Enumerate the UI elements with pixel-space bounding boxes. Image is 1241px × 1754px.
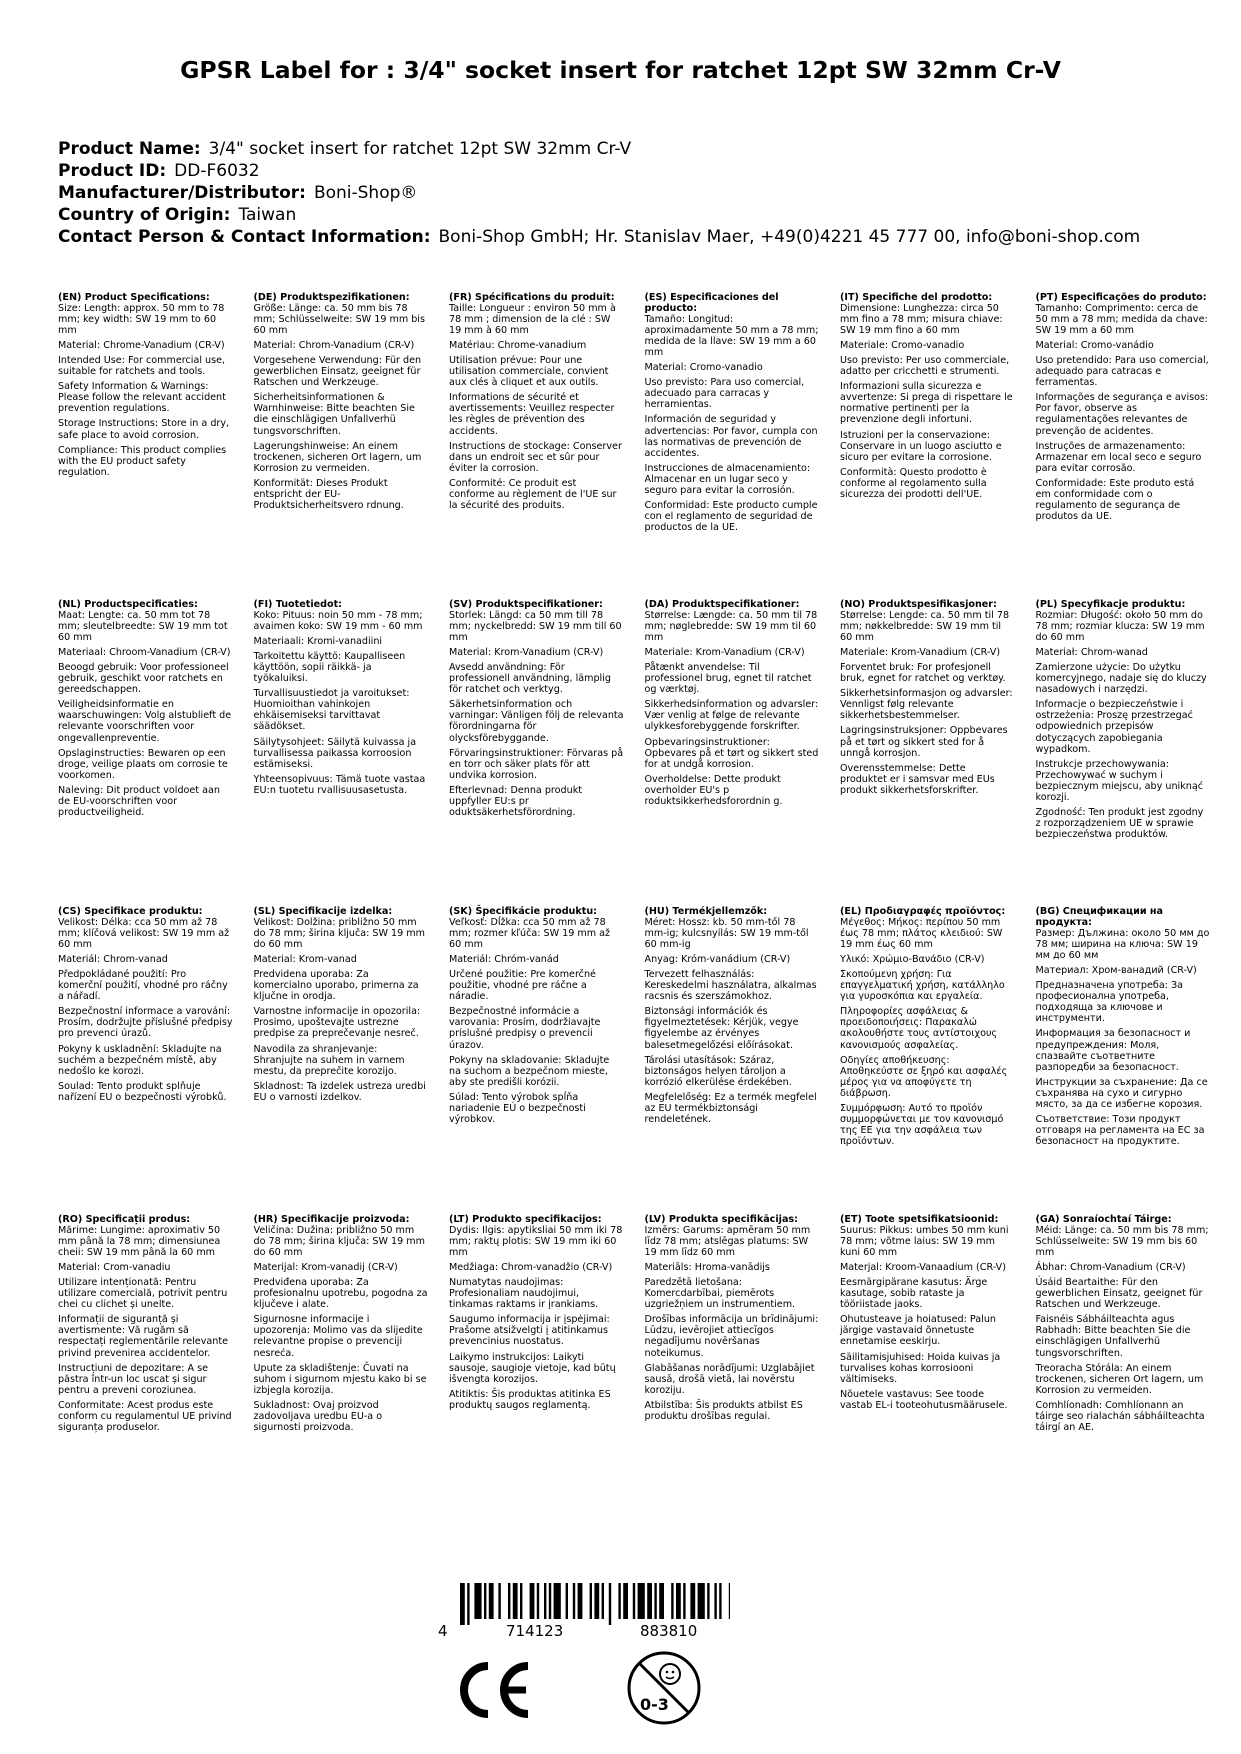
card-paragraph: Utilisation prévue: Pour une utilisation commerciale, convient aux clés à cliquet et aux outils. [449,355,609,389]
card-paragraph: Dydis: Ilgis: apytiksliai 50 mm iki 78 mm; raktų plotis: SW 19 mm iki 60 mm [449,1225,623,1259]
card-paragraph: Sigurnosne informacije i upozorenja: Molimo vas da slijedite relevantne propise o prevenciji nesreća. [253,1314,423,1359]
not-for-children-0-3-icon [624,1648,704,1728]
card-paragraph: Veiligheidsinformatie en waarschuwingen: Volg alstublieft de relevante voorschriften voor ongevallenpreventie. [58,699,232,744]
page-title: GPSR Label for : 3/4" socket insert for ratchet 12pt SW 32mm Cr-V [180,56,1061,84]
card-paragraph: Overholdelse: Dette produkt overholder EU's p roduktsikkerhedsforordnin g. [644,773,783,807]
card-paragraph: Tárolási utasítások: Száraz, biztonságos helyen tároljon a korrózió elkerülése érdekében. [644,1054,792,1088]
card-heading: (RO) Specificații produs: [58,1214,191,1225]
card-paragraph: Taille: Longueur : environ 50 mm à 78 mm ; dimension de la clé : SW 19 mm à 60 mm [449,303,616,337]
language-card [449,292,624,515]
card-heading: (FI) Tuotetiedot: [253,599,342,610]
language-card [1036,292,1211,526]
card-paragraph: Turvallisuustiedot ja varoitukset: Huomioithan vahinkojen ehkäisemiseksi tarvittavat säädökset. [253,688,410,733]
card-paragraph: Material: Cromo-vanádio [1035,340,1154,352]
info-value: Taiwan [238,205,297,225]
language-card [254,292,429,515]
card-paragraph: Naleving: Dit product voldoet aan de EU-voorschriften voor productveiligheid. [58,784,220,818]
barcode-bar [590,1583,592,1619]
card-paragraph: Säilytysohjeet: Säilytä kuivassa ja turvallisessa paikassa korroosion estämiseksi. [253,736,417,770]
language-card [840,906,1015,1151]
card-paragraph: Predvidena uporaba: Za komercialno uporabo, primerna za ključne in orodja. [253,969,419,1003]
language-card [58,599,233,822]
card-paragraph: Konformität: Dieses Produkt entspricht der EU-Produktsicherheitsvero rdnung. [253,477,404,511]
card-paragraph: Υλικό: Χρώμιο-Βανάδιο (CR-V) [840,954,985,966]
barcode-bar [683,1583,685,1619]
language-card [254,599,429,800]
card-paragraph: Glabāšanas norādījumi: Uzglabājiet sausā, drošā vietā, lai novērstu koroziju. [644,1362,815,1396]
card-paragraph: Navodila za shranjevanje: Shranjujte na suhem in varnem mestu, da preprečite korozijo. [253,1043,405,1077]
card-paragraph: Pokyny na skladovanie: Skladujte na suchom a bezpečnom mieste, aby ste predišli korózii. [449,1054,610,1088]
card-paragraph: Anyag: Króm-vanádium (CR-V) [644,954,791,966]
card-paragraph: Biztonsági információk és figyelmeztetések: Kérjük, vegye figyelembe az érvényes balesetmegelőzési előírásokat. [644,1006,799,1051]
card-paragraph: Tervezett felhasználás: Kereskedelmi használatra, alkalmas racsnis és szerszámokhoz. [644,969,817,1003]
info-label: Manufacturer/Distributor: [58,183,306,203]
card-paragraph: Forventet bruk: For profesjonell bruk, egnet for ratchet og verktøy. [840,662,1006,685]
barcode-bar [467,1583,469,1625]
card-paragraph: Maat: Lengte: ca. 50 mm tot 78 mm; sleutelbreedte: SW 19 mm tot 60 mm [58,610,228,644]
card-paragraph: Méid: Länge: ca. 50 mm bis 78 mm; Schlüsselweite: SW 19 mm bis 60 mm [1035,1225,1209,1259]
card-paragraph: Påtænkt anvendelse: Til professionel brug, egnet til ratchet og værktøj. [644,662,812,696]
card-paragraph: Materjal: Kroom-Vanaadium (CR-V) [840,1262,1006,1274]
info-label: Product Name: [58,139,201,159]
card-heading: (SV) Produktspecifikationer: [449,599,603,610]
card-paragraph: Предназначена употреба: За професионална употреба, подходяща за ключове и инструменти. [1035,980,1184,1025]
info-label: Product ID: [58,161,167,181]
card-paragraph: Materiaal: Chroom-Vanadium (CR-V) [58,647,231,659]
language-card [449,1214,624,1415]
barcode-bar [602,1583,604,1619]
card-paragraph: Förvaringsinstruktioner: Förvaras på en torr och säker plats för att undvika korrosion. [449,747,624,781]
card-heading: (DA) Produktspecifikationer: [644,599,800,610]
card-paragraph: Avsedd användning: För professionell användning, lämplig för ratchet och verktyg. [449,662,611,696]
card-heading: (SL) Specifikacije izdelka: [253,906,393,917]
card-paragraph: Comhlíonadh: Comhlíonann an táirge seo rialachán sábháilteachta táirgí an AE. [1035,1399,1205,1433]
card-paragraph: Intended Use: For commercial use, suitable for ratchets and tools. [58,355,226,378]
card-paragraph: Atbilstība: Šis produkts atbilst ES produktu drošības regulai. [644,1399,803,1422]
card-paragraph: Größe: Länge: ca. 50 mm bis 78 mm; Schlüsselweite: SW 19 mm bis 60 mm [253,303,425,337]
info-row [58,204,1140,226]
card-paragraph: Conformidad: Este producto cumple con el reglamento de seguridad de productos de la UE. [644,499,818,533]
card-paragraph: Bezpečnostní informace a varování: Prosím, dodržujte příslušné předpisy pro prevenci úrazů. [58,1006,233,1040]
language-card [1036,906,1211,1151]
card-paragraph: Материал: Хром-ванадий (CR-V) [1035,965,1197,977]
card-paragraph: Yhteensopivuus: Tämä tuote vastaa EU:n tuotetu rvallisuusasetusta. [253,773,426,796]
card-paragraph: Vorgesehene Verwendung: Für den gewerblichen Einsatz, geeignet für Ratschen und Werkzeuge. [253,355,422,389]
card-heading: (SK) Špecifikácie produktu: [449,906,598,917]
card-paragraph: Veľkosť: Dĺžka: cca 50 mm až 78 mm; rozmer kľúča: SW 19 mm až 60 mm [449,917,611,951]
barcode [460,1583,730,1625]
language-card [840,292,1015,504]
card-paragraph: Lagerungshinweise: An einem trockenen, sicheren Ort lagern, um Korrosion zu vermeiden. [253,440,422,474]
barcode-bar [714,1583,716,1619]
card-paragraph: Πληροφορίες ασφάλειας & προειδοποιήσεις: Παρακαλώ ακολουθήστε τους αντίστοιχους κανονισμούς ασφαλείας. [840,1006,998,1051]
card-paragraph: Drošības informācija un brīdinājumi: Lūdzu, ievērojiet attiecīgos negadījumu novēršanas noteikumus. [644,1314,819,1359]
card-paragraph: Opslaginstructies: Bewaren op een droge, veilige plaats om corrosie te voorkomen. [58,747,228,781]
card-paragraph: Instructions de stockage: Conserver dans un endroit sec et sûr pour éviter la corrosion. [449,440,622,474]
card-paragraph: Súlad: Tento výrobok spĺňa nariadenie EÚ o bezpečnosti výrobkov. [449,1091,586,1125]
language-card [449,599,624,822]
card-paragraph: Material: Chrome-Vanadium (CR-V) [58,340,225,352]
card-heading: (HU) Termékjellemzők: [644,906,768,917]
barcode-bar [654,1583,656,1619]
product-info [58,138,1140,248]
card-paragraph: Información de seguridad y advertencias: Por favor, cumpla con las normativas de prevención de accidentes. [644,414,818,459]
card-paragraph: Efterlevnad: Denna produkt uppfyller EU:s pr oduktsäkerhetsförordning. [449,784,583,818]
language-card [254,1214,429,1437]
card-heading: (LT) Produkto specifikacijos: [449,1214,602,1225]
card-paragraph: Laikymo instrukcijos: Laikyti sausoje, saugioje vietoje, kad būtų išvengta korozijos. [449,1351,616,1385]
language-card [645,599,820,811]
card-paragraph: Uso previsto: Para uso comercial, adecuado para carracas y herramientas. [644,377,805,411]
card-paragraph: Méret: Hossz: kb. 50 mm-től 78 mm-ig; kulcsnyílás: SW 19 mm-től 60 mm-ig [644,917,809,951]
info-value: Boni-Shop GmbH; Hr. Stanislav Maer, +49(0)4221 45 777 00, info@boni-shop.com [438,227,1141,247]
barcode-bar [671,1583,673,1619]
barcode-bar [537,1583,539,1619]
card-paragraph: Material: Cromo-vanadio [644,362,763,374]
barcode-bar [508,1583,510,1619]
language-card [254,906,429,1107]
card-paragraph: Tamaño: Longitud: aproximadamente 50 mm a 78 mm; medida de la llave: SW 19 mm a 60 mm [644,314,819,359]
age-warning-text: 0-3 [640,1695,669,1714]
card-paragraph: Conformitate: Acest produs este conform cu regulamentul UE privind siguranța produselor. [58,1399,232,1433]
card-paragraph: Nõuetele vastavus: See toode vastab EL-i tooteohutusmäärusele. [840,1388,1008,1411]
card-paragraph: Compliance: This product complies with the EU product safety regulation. [58,444,227,478]
language-card [645,1214,820,1426]
language-card [645,292,820,537]
barcode-bar [498,1583,500,1619]
barcode-bar [638,1583,645,1619]
language-card [840,599,1015,800]
barcode-bar [530,1583,535,1619]
card-paragraph: Tarkoitettu käyttö: Kaupalliseen käyttöön, sopii räikkä- ja työkaluiksi. [253,651,406,685]
info-row [58,182,1140,204]
card-paragraph: Soulad: Tento produkt splňuje nařízení EU o bezpečnosti výrobků. [58,1080,227,1103]
card-paragraph: Skladnost: Ta izdelek ustreza uredbi EU o varnosti izdelkov. [253,1080,426,1103]
barcode-bar [460,1583,465,1625]
card-paragraph: Materijal: Krom-vanadij (CR-V) [253,1262,398,1274]
card-paragraph: Conformité: Ce produit est conforme au règlement de l'UE sur la sécurité des produits. [449,477,617,511]
card-paragraph: Mărime: Lungime: aproximativ 50 mm până la 78 mm; dimensiunea cheii: SW 19 mm până la 60 mm [58,1225,221,1259]
barcode-bar [633,1583,635,1619]
card-paragraph: Størrelse: Lengde: ca. 50 mm til 78 mm; nøkkelbredde: SW 19 mm til 60 mm [840,610,1010,644]
card-paragraph: Varnostne informacije in opozorila: Prosimo, upoštevajte ustrezne predpise za preprečevanje nesreč. [253,1006,421,1040]
language-card [1036,599,1211,844]
card-paragraph: Instruções de armazenamento: Armazenar em local seco e seguro para evitar corrosão. [1035,440,1202,474]
barcode-bar [474,1583,481,1619]
card-heading: (EL) Προδιαγραφές προϊόντος: [840,906,1006,917]
card-heading: (LV) Produkta specifikācijas: [644,1214,798,1225]
card-paragraph: Paredzētā lietošana: Komercdarbībai, piemērots uzgriežņiem un instrumentiem. [644,1277,796,1311]
barcode-bar [544,1583,546,1619]
card-paragraph: Pokyny k uskladnění: Skladujte na suchém a bezpečném místě, aby nedošlo ke korozi. [58,1043,222,1077]
card-paragraph: Predviđena uporaba: Za profesionalnu upotrebu, pogodna za ključeve i alate. [253,1277,428,1311]
ce-mark-icon [452,1660,534,1720]
info-value: DD-F6032 [174,161,260,181]
card-heading: (GA) Sonraíochtaí Táirge: [1035,1214,1172,1225]
card-paragraph: Informazioni sulla sicurezza e avvertenze: Si prega di rispettare le normative pertinenti per la prevenzione degli infortuni. [840,381,1013,426]
language-card [58,906,233,1107]
card-paragraph: Velikost: Dolžina: približno 50 mm do 78 mm; širina ključa: SW 19 mm do 60 mm [253,917,425,951]
card-paragraph: Upute za skladištenje: Čuvati na suhom i sigurnom mjestu kako bi se izbjegla korozija. [253,1362,427,1396]
card-paragraph: Instrucciones de almacenamiento: Almacenar en un lugar seco y seguro para evitar la corrosión. [644,462,811,496]
card-paragraph: Veličina: Dužina: približno 50 mm do 78 mm; širina ključa: SW 19 mm do 60 mm [253,1225,425,1259]
card-heading: (HR) Specifikacije proizvoda: [253,1214,410,1225]
card-paragraph: Materiāls: Hroma-vanādijs [644,1262,770,1274]
language-card [1036,1214,1211,1437]
card-paragraph: Informacje o bezpieczeństwie i ostrzeżenia: Proszę przestrzegać odpowiednich przepisów dotyczących zapobiegania wypadkom. [1035,699,1193,755]
card-paragraph: Materiál: Chrom-vanad [58,954,168,966]
barcode-bar [573,1583,575,1619]
card-paragraph: Megfelelőség: Ez a termék megfelel az EU termékbiztonsági rendeletének. [644,1091,817,1125]
card-heading: (DE) Produktspezifikationen: [253,292,410,303]
ce-mark-text: CE [452,1660,454,1661]
card-paragraph: Sicherheitsinformationen & Warnhinweise: Bitte beachten Sie die einschlägigen Unfallverhü tungsvorschriften. [253,392,415,437]
card-paragraph: Størrelse: Længde: ca. 50 mm til 78 mm; nøglebredde: SW 19 mm til 60 mm [644,610,818,644]
card-heading: (PT) Especificações do produto: [1035,292,1207,303]
barcode-bar [690,1583,695,1619]
card-paragraph: Material: Crom-vanadiu [58,1262,171,1274]
card-paragraph: Instrukcje przechowywania: Przechowywać w suchym i bezpiecznym miejscu, aby uniknąć korozji. [1035,758,1203,803]
barcode-bar [489,1583,494,1619]
card-paragraph: Lagringsinstruksjoner: Oppbevares på et tørt og sikkert sted for å unngå korrosjon. [840,725,1008,759]
card-paragraph: Materiaali: Kromi-vanadiini [253,636,383,648]
card-paragraph: Utilizare intenționată: Pentru utilizare comercială, potrivit pentru chei cu clichet și unelte. [58,1277,228,1311]
card-heading: (FR) Spécifications du produit: [449,292,615,303]
barcode-bar [647,1583,652,1619]
card-paragraph: Conformidade: Este produto está em conformidade com o regulamento de segurança de produtos da UE. [1035,477,1195,522]
card-paragraph: Информация за безопасност и предупреждения: Моля, спазвайте съответните разпоредби за безопасност. [1035,1028,1191,1073]
barcode-digit-first: 4 [438,1622,448,1640]
card-paragraph: Koko: Pituus: noin 50 mm - 78 mm; avaimen koko: SW 19 mm - 60 mm [253,610,423,633]
card-heading: (BG) Спецификации на продукта: [1035,906,1164,929]
card-paragraph: Dimensione: Lunghezza: circa 50 mm fino a 78 mm; misura chiave: SW 19 mm fino a 60 mm [840,303,1003,337]
barcode-bar [609,1583,611,1625]
card-paragraph: Informații de siguranță și avertismente: Vă rugăm să respectați reglementările relevante privind prevenirea accidentelor. [58,1314,229,1359]
card-paragraph: Matériau: Chrome-vanadium [449,340,587,352]
card-paragraph: Съответствие: Този продукт отговаря на регламента на ЕС за безопасност на продуктите. [1035,1113,1205,1147]
card-paragraph: Zgodność: Ten produkt jest zgodny z rozporządzeniem UE w sprawie bezpieczeństwa produktów. [1035,806,1204,840]
card-paragraph: Numatytas naudojimas: Profesionaliam naudojimui, tinkamas raktams ir įrankiams. [449,1277,599,1311]
barcode-bar [520,1583,522,1619]
card-paragraph: Informações de segurança e avisos: Por favor, observe as regulamentações relevantes de prevenção de acidentes. [1035,392,1209,437]
card-paragraph: Izmērs: Garums: apmēram 50 mm līdz 78 mm; atslēgas platums: SW 19 mm līdz 60 mm [644,1225,811,1259]
card-paragraph: Safety Information & Warnings: Please follow the relevant accident prevention regulations. [58,381,226,415]
barcode-digit-right-group: 883810 [640,1622,698,1640]
card-paragraph: Material: Chrom-Vanadium (CR-V) [253,340,415,352]
card-heading: (NO) Produktspesifikasjoner: [840,599,997,610]
card-paragraph: Instrucțiuni de depozitare: A se păstra într-un loc uscat și sigur pentru a preveni coroziunea. [58,1362,209,1396]
card-paragraph: Οδηγίες αποθήκευσης: Αποθηκεύστε σε ξηρό και ασφαλές μέρος για να αποφύγετε τη διάβρωση. [840,1054,1008,1099]
card-paragraph: Úsáid Beartaithe: Für den gewerblichen Einsatz, geeignet für Ratschen und Werkzeuge. [1035,1277,1203,1311]
card-paragraph: Materiale: Krom-Vanadium (CR-V) [840,647,1001,659]
info-row [58,226,1140,248]
card-heading: (PL) Specyfikacje produktu: [1035,599,1186,610]
info-row [58,138,1140,160]
card-paragraph: Určené použitie: Pre komerčné použitie, vhodné pre ráčne a náradie. [449,969,596,1003]
language-card [58,292,233,482]
barcode-bar [513,1583,518,1619]
card-paragraph: Material: Krom-vanad [253,954,357,966]
barcode-bar [618,1583,620,1619]
barcode-digit-left-group: 714123 [506,1622,564,1640]
card-paragraph: Размер: Дължина: около 50 мм до 78 мм; ширина на ключа: SW 19 мм до 60 мм [1035,928,1210,962]
language-card [840,1214,1015,1415]
card-paragraph: Σκοπούμενη χρήση: Για επαγγελματική χρήση, κατάλληλο για γυροσκόπια και εργαλεία. [840,969,1005,1003]
info-value: 3/4" socket insert for ratchet 12pt SW 32mm Cr-V [208,139,632,159]
barcode-bar [659,1583,664,1619]
barcode-bar [729,1583,730,1619]
card-paragraph: Istruzioni per la conservazione: Conservare in un luogo asciutto e sicuro per evitare la corrosione. [840,429,1002,463]
info-row [58,160,1140,182]
card-heading: (NL) Productspecificaties: [58,599,198,610]
card-paragraph: Materiał: Chrom-wanad [1035,647,1148,659]
card-paragraph: Eesmärgipärane kasutus: Ärge kasutage, sobib rataste ja tööriistade jaoks. [840,1277,988,1311]
barcode-bar [578,1583,583,1619]
card-paragraph: Uso previsto: Per uso commerciale, adatto per cricchetti e strumenti. [840,355,1010,378]
card-heading: (ET) Toote spetsifikatsioonid: [840,1214,999,1225]
card-heading: (EN) Product Specifications: [58,292,210,303]
language-card [449,906,624,1129]
barcode-bar [484,1583,486,1619]
card-heading: (IT) Specifiche del prodotto: [840,292,993,303]
card-paragraph: Rozmiar: Długość: około 50 mm do 78 mm; rozmiar klucza: SW 19 mm do 60 mm [1035,610,1205,644]
card-paragraph: Saugumo informacija ir įspėjimai: Prašome atsižvelgti į atitinkamus prevencinius nuostatus. [449,1314,610,1348]
card-paragraph: Sukladnost: Ovaj proizvod zadovoljava uredbu EU-a o sigurnosti proizvoda. [253,1399,383,1433]
card-paragraph: Storlek: Längd: ca 50 mm till 78 mm; nyckelbredd: SW 19 mm till 60 mm [449,610,622,644]
info-label: Country of Origin: [58,205,231,225]
card-heading: (CS) Specifikace produktu: [58,906,203,917]
barcode-bar [594,1583,599,1619]
language-card [645,906,820,1129]
info-label: Contact Person & Contact Information: [58,227,431,247]
card-paragraph: Beoogd gebruik: Voor professioneel gebruik, geschikt voor ratchets en gereedschappen. [58,662,229,696]
card-paragraph: Storage Instructions: Store in a dry, safe place to avoid corrosion. [58,418,230,441]
card-paragraph: Velikost: Délka: cca 50 mm až 78 mm; klíčová velikost: SW 19 mm až 60 mm [58,917,230,951]
card-paragraph: Bezpečnostné informácie a varovania: Prosím, dodržiavajte príslušné predpisy o prevencii úrazov. [449,1006,601,1051]
language-card [58,1214,233,1437]
barcode-bar [549,1583,551,1619]
card-paragraph: Treoracha Stórála: An einem trockenen, sicheren Ort lagern, um Korrosion zu vermeiden. [1035,1362,1204,1396]
card-paragraph: Material: Krom-Vanadium (CR-V) [449,647,604,659]
card-paragraph: Opbevaringsinstruktioner: Opbevares på et tørt og sikkert sted for at undgå korrosion. [644,736,819,770]
card-paragraph: Säkerhetsinformation och varningar: Vänligen följ de relevanta förordningarna för olycksförebyggande. [449,699,624,744]
card-paragraph: Zamierzone użycie: Do użytku komercyjnego, nadaje się do kluczy nasadowych i narzędzi. [1035,662,1207,696]
card-paragraph: Säilitamisjuhised: Hoida kuivas ja turvalises kohas korrosiooni vältimiseks. [840,1351,1001,1385]
card-paragraph: Μέγεθος: Μήκος: περίπου 50 mm έως 78 mm; πλάτος κλειδιού: SW 19 mm έως 60 mm [840,917,1003,951]
card-paragraph: Sikkerhedsinformation og advarsler: Vær venlig at følge de relevante ulykkesforebyggende forskrifter. [644,699,819,733]
card-paragraph: Ábhar: Chrom-Vanadium (CR-V) [1035,1262,1186,1274]
barcode-bar [707,1583,709,1619]
card-paragraph: Suurus: Pikkus: umbes 50 mm kuni 78 mm; võtme laius: SW 19 mm kuni 60 mm [840,1225,1009,1259]
card-paragraph: Materiale: Krom-Vanadium (CR-V) [644,647,805,659]
card-paragraph: Overensstemmelse: Dette produktet er i samsvar med EUs produkt sikkerhetsforskrifter. [840,762,995,796]
card-paragraph: Sikkerhetsinformasjon og advarsler: Vennligst følg relevante sikkerhetsbestemmelser. [840,688,1013,722]
card-paragraph: Conformità: Questo prodotto è conforme al regolamento sulla sicurezza dei prodotti dell'UE. [840,466,987,500]
barcode-bar [698,1583,705,1619]
card-paragraph: Medžiaga: Chrom-vanadžio (CR-V) [449,1262,613,1274]
card-paragraph: Uso pretendido: Para uso comercial, adequado para catracas e ferramentas. [1035,355,1209,389]
card-heading: (ES) Especificaciones del producto: [644,292,779,315]
card-paragraph: Faisnéis Sábháilteachta agus Rabhadh: Bitte beachten Sie die einschlägigen Unfallverhü tungsvorschriften. [1035,1314,1191,1359]
card-paragraph: Инструкции за съхранение: Да се съхранява на сухо и сигурно място, за да се избегне корозия. [1035,1076,1208,1110]
barcode-bar [623,1583,628,1619]
card-paragraph: Informations de sécurité et avertissements: Veuillez respecter les règles de prévention des accidents. [449,392,615,437]
barcode-bar [554,1583,561,1619]
card-paragraph: Materiál: Chróm-vanád [449,954,559,966]
info-value: Boni-Shop® [313,183,418,203]
card-paragraph: Συμμόρφωση: Αυτό το προϊόν συμμορφώνεται με τον κανονισμό της ΕΕ για την ασφάλεια των προϊόντων. [840,1102,1004,1147]
card-paragraph: Size: Length: approx. 50 mm to 78 mm; key width: SW 19 mm to 60 mm [58,303,225,337]
barcode-bar [566,1583,568,1619]
card-paragraph: Tamanho: Comprimento: cerca de 50 mm a 78 mm; medida da chave: SW 19 mm a 60 mm [1035,303,1208,337]
card-paragraph: Atitiktis: Šis produktas atitinka ES produktų saugos reglamentą. [449,1388,611,1411]
card-paragraph: Materiale: Cromo-vanadio [840,340,965,352]
card-paragraph: Předpokládané použití: Pro komerční použití, vhodné pro ráčny a nářadí. [58,969,228,1003]
card-paragraph: Ohutusteave ja hoiatused: Palun järgige vastavaid õnnetuste ennetamise eeskirju. [840,1314,996,1348]
barcode-bar [719,1583,721,1619]
barcode-bar [676,1583,681,1619]
